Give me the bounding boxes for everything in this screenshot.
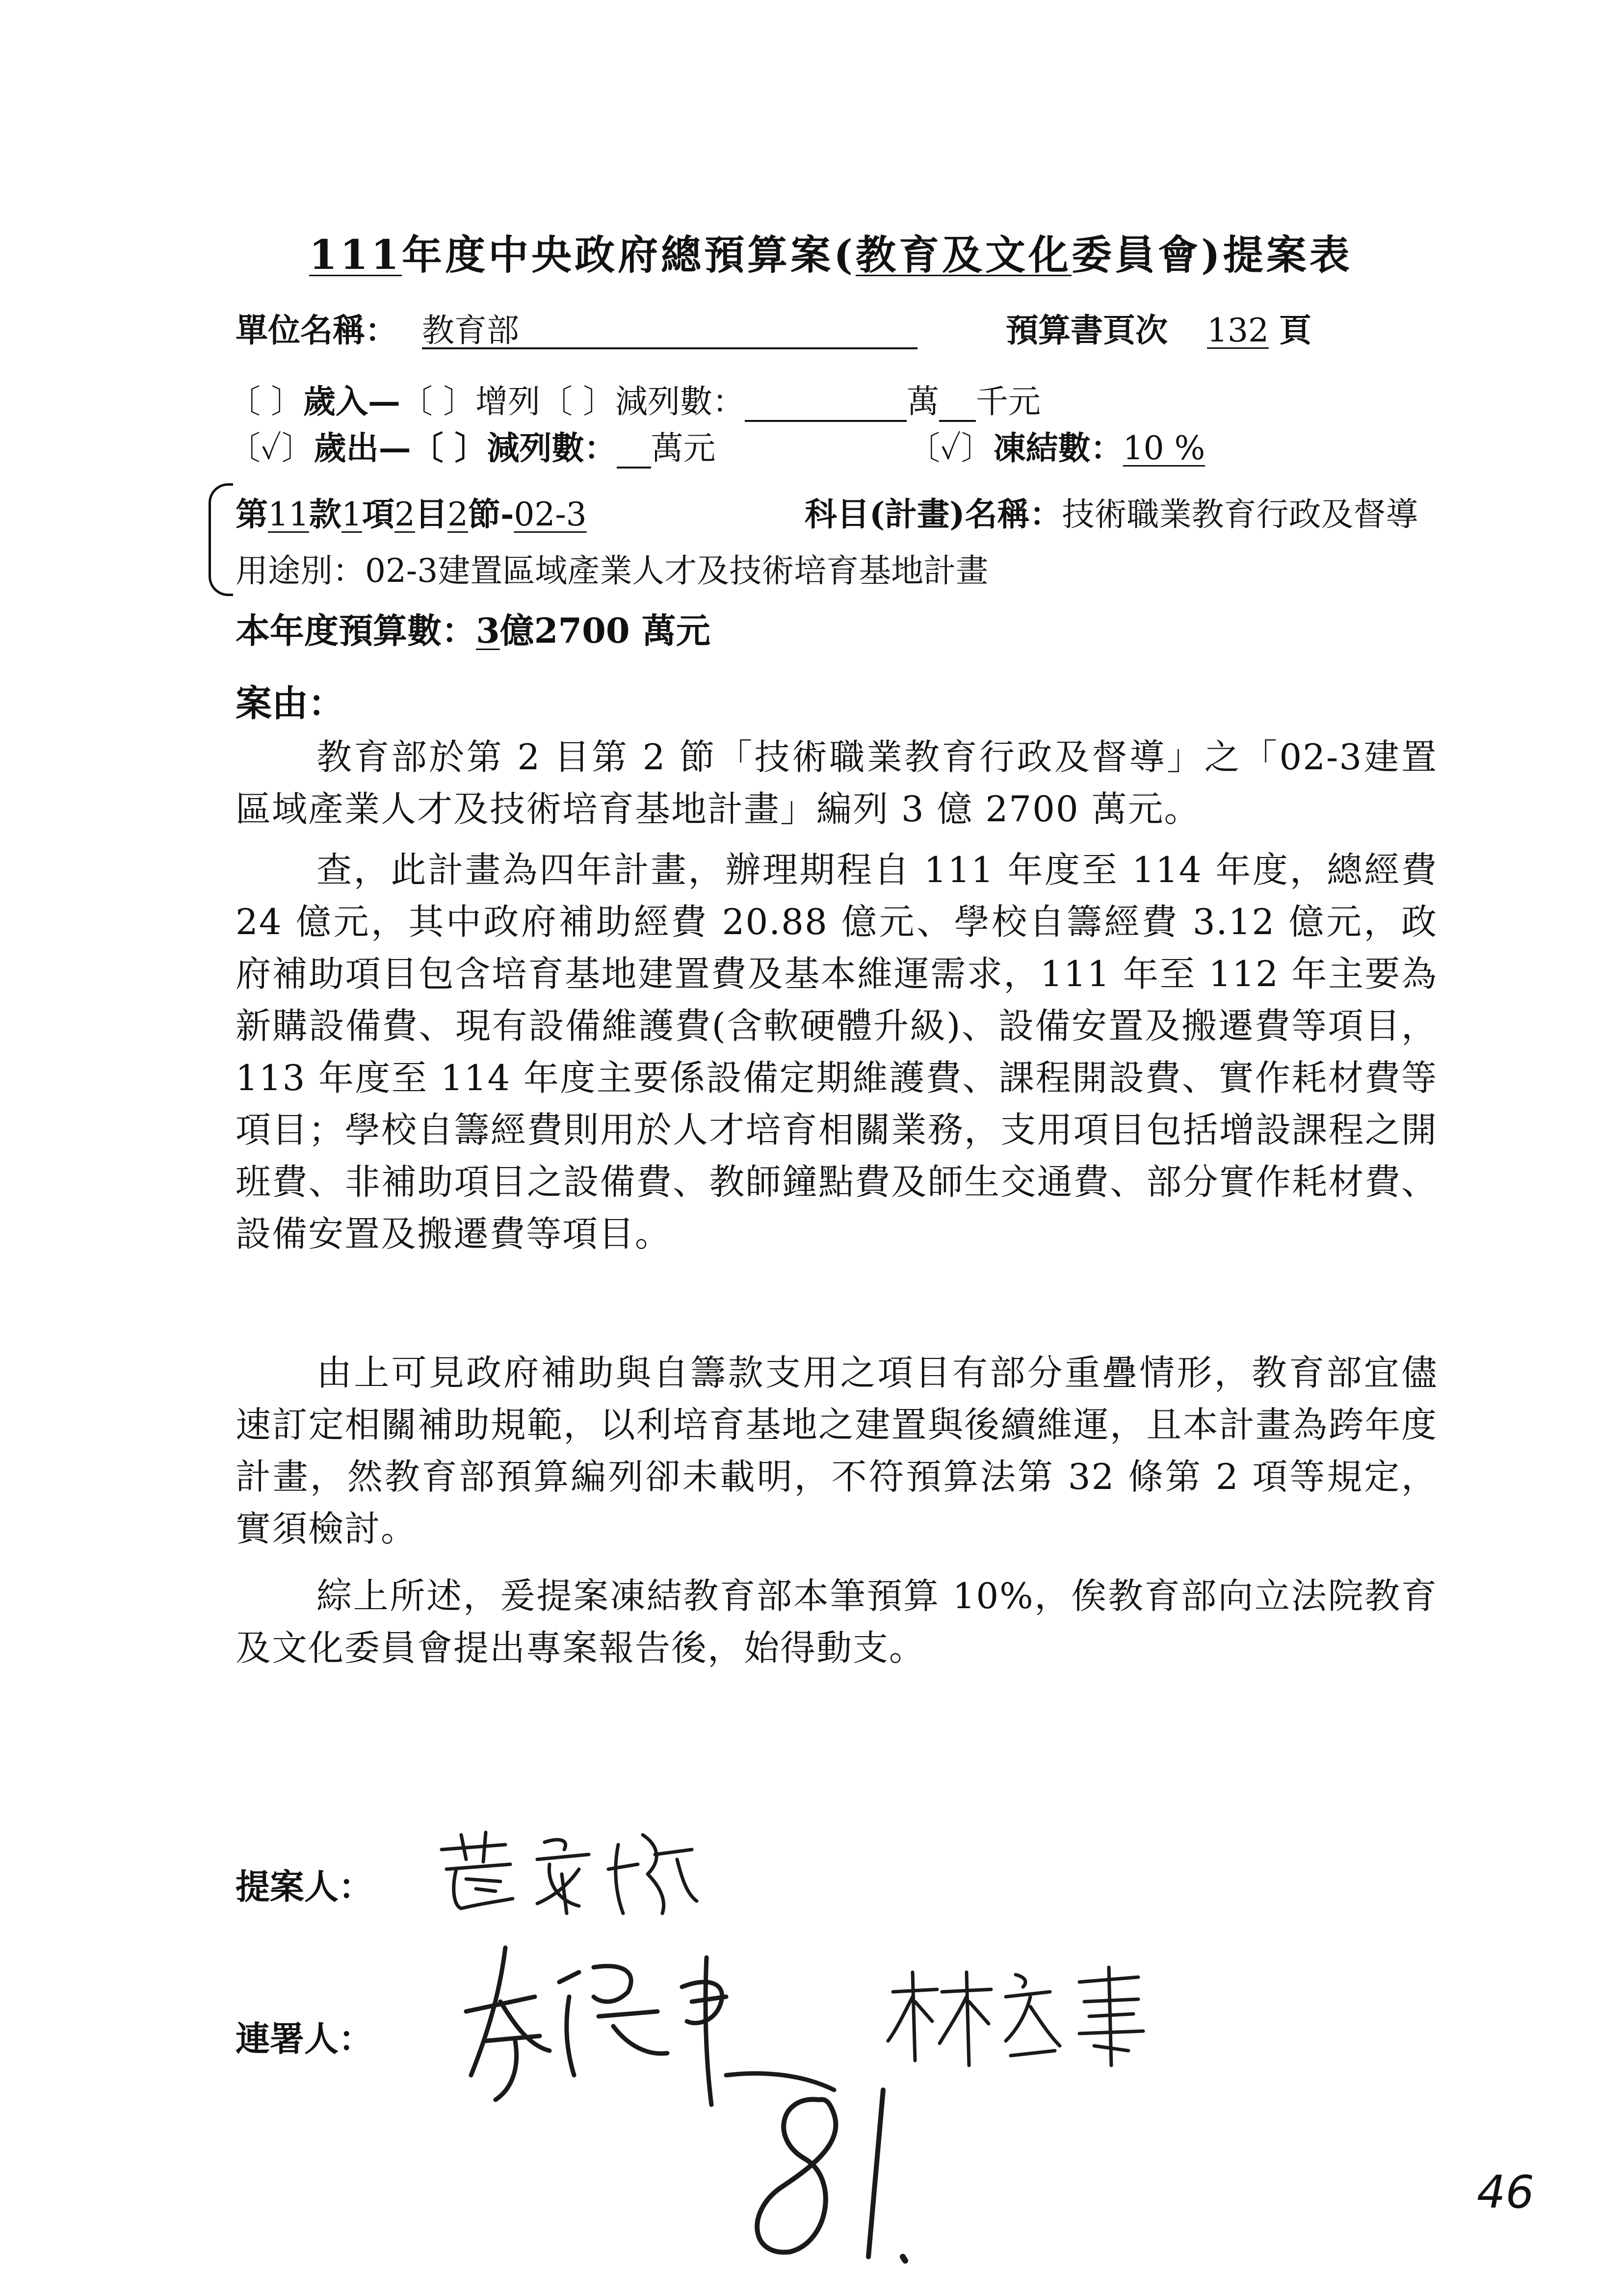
reason-paragraph-4: 綜上所述，爰提案凍結教育部本筆預算 10%，俟教育部向立法院教育及文化委員會提出專案報告後，始得動支。 — [236, 1575, 1438, 1669]
form-title — [309, 223, 1353, 281]
purpose-row — [236, 545, 988, 591]
revenue-qian-blank — [939, 391, 976, 422]
page-number: 46 — [1477, 2166, 1535, 2218]
reason-paragraph-1: 教育部於第 2 目第 2 節「技術職業教育行政及督導」之「02-3建置區域產業人才及技術培育基地計畫」編列 3 億 2700 萬元。 — [236, 736, 1438, 830]
reason-paragraph-3: 由上可見政府補助與自籌款支用之項目有部分重疊情形，教育部宜儘速訂定相關補助規範，以利培育基地之建置與後續維運，且本計畫為跨年度計畫，然教育部預算編列卻未載明，不符預算法第 32 條第 2 項等規定，實須檢討。 — [236, 1352, 1438, 1549]
section-xiang: 1 — [341, 496, 362, 533]
section-kuan-label: 款 — [309, 495, 341, 533]
section-kuan: 11 — [268, 496, 309, 533]
page-ref-label: 預算書頁次 — [1006, 311, 1168, 349]
page-ref-suffix: 頁 — [1279, 311, 1311, 349]
title-text-before: 年度中央政府總預算案( — [402, 232, 856, 279]
revenue-amount-blank — [745, 391, 907, 422]
unit-label: 單位名稱： — [236, 311, 397, 349]
page-ref-value: 132 — [1207, 312, 1269, 349]
section-mu-label: 目 — [415, 495, 447, 533]
unit-field — [422, 304, 917, 349]
proposer-signature — [432, 1815, 707, 1923]
freeze-label: 凍結數： — [993, 429, 1123, 467]
revenue-unit-qian: 千元 — [975, 383, 1041, 420]
revenue-unit-wan: 萬 — [906, 383, 939, 420]
budget-row — [236, 603, 710, 653]
subject-row — [805, 488, 1418, 535]
freeze-checkbox: 〔✓〕 — [908, 429, 994, 467]
revenue-decrease: 〔 〕減列數： — [540, 383, 745, 420]
revenue-label: 歲入— — [303, 382, 400, 420]
purpose-value: 02-3建置區域產業人才及技術培育基地計畫 — [365, 552, 989, 590]
title-committee: 教育及文化 — [855, 232, 1072, 279]
expenditure-row — [228, 422, 716, 469]
cosigner-signature-2 — [883, 1962, 1158, 2070]
section-brace — [209, 483, 233, 596]
section-xiang-label: 項 — [362, 495, 394, 533]
reason-label: 案由： — [236, 682, 344, 725]
title-text-after: 委員會)提案表 — [1072, 232, 1353, 279]
proposer-label: 提案人： — [236, 1866, 373, 1907]
expenditure-label: 歲出— — [314, 429, 411, 467]
section-mu: 2 — [394, 496, 415, 533]
subject-value: 技術職業教育行政及督導 — [1062, 496, 1418, 533]
section-row — [236, 488, 587, 535]
expenditure-decrease: 〔 〕減列數： — [411, 429, 617, 467]
freeze-row — [908, 422, 1205, 469]
reason-paragraph-2: 查，此計畫為四年計畫，辦理期程自 111 年度至 114 年度，總經費 24 億元，其中政府補助經費 20.88 億元、學校自籌經費 3.12 億元，政府補助項目包含培育基地建置費及基本維運需求，111 年至 112 年主要為新購設備費、現有設備維護費(含軟硬體升級)、設備安置及搬遷費等項目，113 年度至 114 年度主要係設備定期維護費、課程開設費、實作耗材費等項目；學校自籌經費則用於人才培育相關業務，支用項目包括增設課程之開班費、非補助項目之設備費、教師鐘點費及師生交通費、部分實作耗材費、設備安置及搬遷費等項目。 — [236, 849, 1438, 1254]
page-ref — [1207, 304, 1311, 351]
budget-label: 本年度預算數： — [236, 610, 476, 651]
revenue-row — [228, 375, 1041, 422]
budget-yi: 億 — [499, 610, 534, 651]
handwritten-number — [736, 2080, 942, 2276]
title-year: 111 — [309, 232, 402, 279]
freeze-value: 10 % — [1123, 429, 1205, 467]
budget-amount-yi: 3 — [476, 610, 500, 651]
subject-label: 科目(計畫)名稱： — [805, 495, 1062, 533]
expenditure-checkbox: 〔✓〕 — [228, 429, 314, 467]
budget-rest: 2700 萬元 — [534, 610, 710, 651]
expenditure-unit-wan: 萬元 — [651, 429, 716, 467]
revenue-increase: 〔 〕增列 — [400, 383, 540, 420]
cosigner-label: 連署人： — [236, 2018, 373, 2059]
purpose-label: 用途別： — [236, 552, 365, 590]
section-code: 02-3 — [514, 496, 587, 533]
section-prefix: 第 — [236, 495, 268, 533]
revenue-checkbox: 〔 〕 — [228, 383, 303, 420]
unit-value: 教育部 — [422, 312, 519, 349]
section-jie-label: 節- — [468, 495, 514, 533]
expenditure-amount-blank — [617, 437, 651, 469]
section-jie: 2 — [447, 496, 468, 533]
